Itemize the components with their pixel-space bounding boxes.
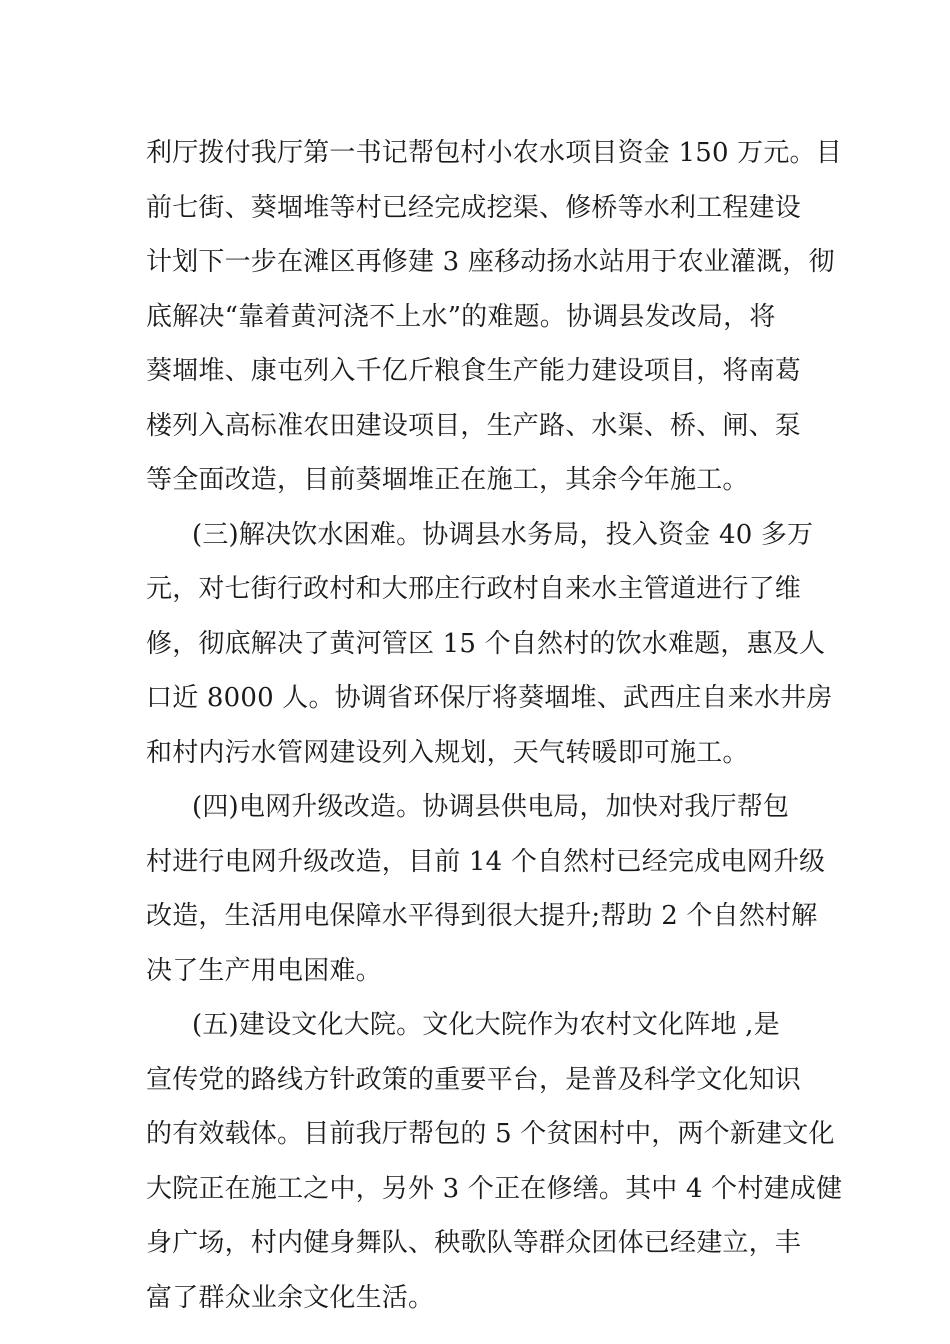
text-line: 楼列入高标准农田建设项目，生产路、水渠、桥、闸、泵 [146, 410, 802, 441]
text-line: 葵堌堆、康屯列入千亿斤粮食生产能力建设项目，将南葛 [146, 356, 802, 386]
text-line: 元，对七街行政村和大邢庄行政村自来水主管道进行了维 [146, 574, 802, 604]
text-line: 和村内污水管网建设列入规划，天气转暖即可施工。 [146, 737, 749, 768]
text-line: 决了生产用电困难。 [146, 955, 382, 986]
text-line: 宣传党的路线方针政策的重要平台，是普及科学文化知识 [146, 1064, 802, 1095]
text-line: 修，彻底解决了黄河管区 15 个自然村的饮水难题，惠及人 [146, 628, 826, 659]
text-line: 计划下一步在滩区再修建 3 座移动扬水站用于农业灌溉，彻 [146, 247, 835, 277]
paragraph-first-line: (三)解决饮水困难。协调县水务局，投入资金 40 多万 [192, 519, 814, 550]
text-line: 等全面改造，目前葵堌堆正在施工，其余今年施工。 [146, 465, 749, 495]
text-line: 的有效载体。目前我厅帮包的 5 个贫困村中，两个新建文化 [146, 1119, 835, 1149]
text-line: 利厅拨付我厅第一书记帮包村小农水项目资金 150 万元。目 [146, 138, 842, 168]
text-line: 村进行电网升级改造，目前 14 个自然村已经完成电网升级 [146, 846, 826, 877]
text-line: 富了群众业余文化生活。 [146, 1282, 435, 1313]
text-line: 底解决“靠着黄河浇不上水”的难题。协调县发改局，将 [146, 301, 776, 332]
text-line: 身广场，村内健身舞队、秧歌队等群众团体已经建立，丰 [146, 1228, 802, 1258]
text-line: 前七街、葵堌堆等村已经完成挖渠、修桥等水利工程建设 [146, 192, 802, 223]
text-line: 口近 8000 人。协调省环保厅将葵堌堆、武西庄自来水井房 [146, 683, 833, 713]
text-line: 改造，生活用电保障水平得到很大提升;帮助 2 个自然村解 [146, 901, 818, 931]
paragraph-first-line: (四)电网升级改造。协调县供电局，加快对我厅帮包 [192, 792, 790, 822]
text-line: 大院正在施工之中，另外 3 个正在修缮。其中 4 个村建成健 [146, 1173, 843, 1204]
body-text [146, 126, 843, 1325]
paragraph-first-line: (五)建设文化大院。文化大院作为农村文化阵地 ,是 [192, 1010, 780, 1040]
